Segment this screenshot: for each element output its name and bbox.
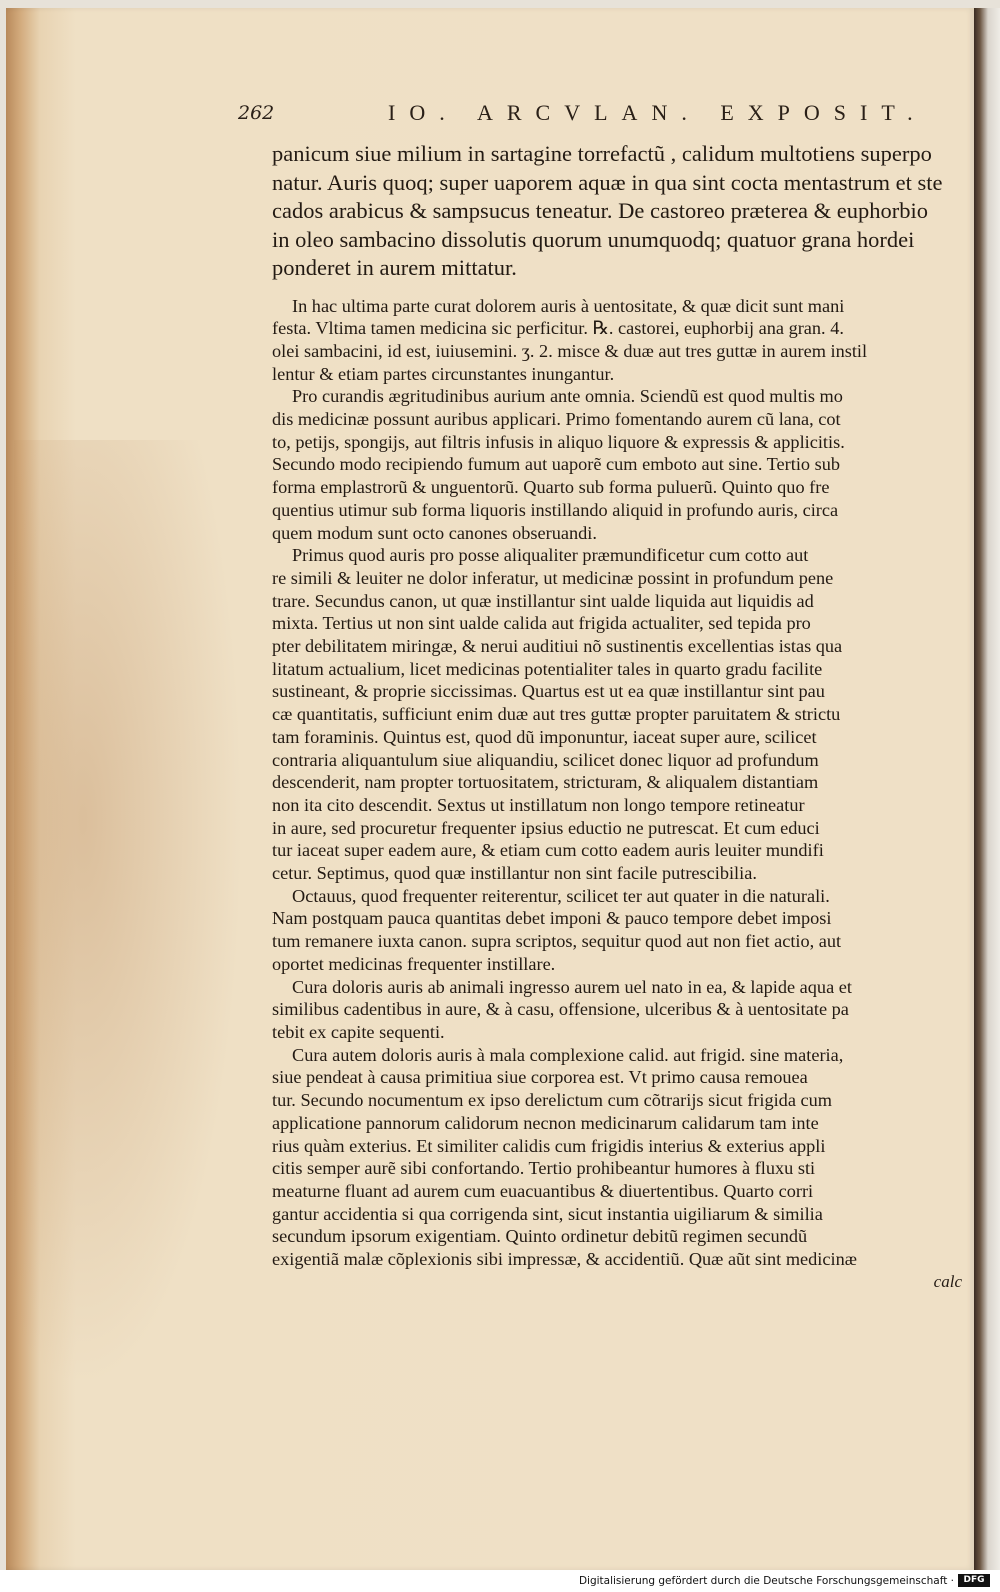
text-line: applicatione pannorum calidorum necnon medicinarum calidarum tam inte [272,1112,819,1133]
text-line: trare. Secundus canon, ut quæ instillantur sint ualde liquida aut liquidis ad [272,590,814,611]
text-line: sustineant, & proprie siccissimas. Quartus est ut ea quæ instillantur sint pau [272,681,825,702]
text-line: citis semper aurẽ sibi confortando. Tertio prohibeantur humores à fluxu sti [272,1158,816,1179]
digitization-credit: Digitalisierung gefördert durch die Deutsche Forschungsgemeinschaft · [578,1575,954,1587]
running-title: IO. ARCVLAN. EXPOSIT. [388,100,927,125]
text-line: Pro curandis ægritudinibus aurium ante omnia. Sciendũ est quod multis mo [292,386,843,407]
text-line: olei sambacini, id est, iuiusemini. ʒ. 2. misce & duæ aut tres guttæ in aurem instil [272,340,868,361]
text-line: secundum ipsorum exigentiam. Quinto ordinetur debitũ regimen secundũ [272,1226,808,1247]
text-line: quentius utimur sub forma liquoris instillando aliquid in profundo auris, circa [272,499,839,520]
paragraph [272,1044,962,1271]
text-line: siue pendeat à causa primitiua siue corporea est. Vt primo causa remouea [272,1067,808,1088]
text-line: meaturne fluant ad aurem cum euacuantibus & diuertentibus. Quarto corri [272,1180,814,1201]
text-line: exigentiã malæ cõplexionis sibi impressæ, & accidentiũ. Quæ aũt sint medicinæ [272,1249,857,1270]
text-line: litatum actualium, licet medicinas potentialiter tales in quarto gradu facilite [272,658,823,679]
paragraph [272,544,962,885]
text-line: re simili & leuiter ne dolor inferatur, ut medicinæ possint in profundum pene [272,567,834,588]
text-line: non ita cito descendit. Sextus ut instillatum non longo tempore retineatur [272,794,805,815]
paragraph [272,385,962,544]
text-line: similibus cadentibus in aure, & à casu, offensione, ulceribus & à uentositate pa [272,999,849,1020]
text-line: pter debilitatem miringæ, & nerui auditiui nõ sustinentis excellentias istas qua [272,636,843,657]
catchword: calc [933,1271,962,1291]
text-line: In hac ultima parte curat dolorem auris à uentositate, & quæ dicit sunt mani [292,295,845,316]
text-line: ponderet in aurem mittatur. [272,255,517,280]
text-line: contraria aliquantulum siue aliquandiu, scilicet donec liquor ad profundum [272,749,819,770]
dfg-logo: DFG [958,1574,990,1587]
text-line: tur. Secundo nocumentum ex ipso derelictum cum cõtrarijs sicut frigida cum [272,1090,832,1111]
text-line: natur. Auris quoq; super uaporem aquæ in qua sint cocta mentastrum et ste [272,169,943,195]
page-gutter [974,8,1000,1570]
body-text [272,140,962,1293]
text-line: cæ quantitatis, sufficiunt enim duæ aut tres guttæ propter paruitatem & strictu [272,704,841,725]
opening-passage [272,140,962,283]
text-line: Primus quod auris pro posse aliqualiter præmundificetur cum cotto aut [292,545,809,566]
text-line: cados arabicus & sampsucus teneatur. De castoreo præterea & euphorbio [272,198,929,223]
text-line: Secundo modo recipiendo fumum aut uaporẽ cum emboto aut sine. Tertio sub [272,454,841,475]
text-line: dis medicinæ possunt auribus applicari. Primo fomentando aurem cũ lana, cot [272,409,841,430]
text-line: in aure, sed procuretur frequenter ipsius eductio ne putrescat. Et cum educi [272,817,820,838]
paragraph [272,295,962,386]
text-line: tum remanere iuxta canon. supra scriptos, sequitur quod aut non fiet actio, aut [272,931,842,952]
text-line: forma emplastrorũ & unguentorũ. Quarto sub forma puluerũ. Quinto quo fre [272,477,830,498]
text-line: tam foraminis. Quintus est, quod dũ imponuntur, iaceat super aure, scilicet [272,726,817,747]
commentary-paragraphs [272,295,962,1271]
text-line: in oleo sambacino dissolutis quorum unumquodq; quatuor grana hordei [272,226,915,252]
text-line: to, petijs, spongijs, aut filtris infusis in aliquo liquore & expressis & applicitis. [272,431,845,452]
text-line: oportet medicinas frequenter instillare. [272,953,556,974]
text-line: rius quàm exterius. Et similiter calidis cum frigidis interius & exterius appli [272,1135,826,1156]
paragraph [272,976,962,1044]
text-line: Octauus, quod frequenter reiterentur, scilicet ter aut quater in die naturali. [292,885,830,906]
page-header [238,100,968,130]
text-line: cetur. Septimus, quod quæ instillantur non sint facile putrescibilia. [272,863,757,884]
text-line: quem modum sunt octo canones obseruandi. [272,522,597,543]
text-line: lentur & etiam partes circunstantes inungantur. [272,363,615,384]
paragraph [272,885,962,976]
text-line: tur iaceat super eadem aure, & etiam cum cotto eadem auris leuiter mundifi [272,840,824,861]
text-line: Cura doloris auris ab animali ingresso aurem uel nato in ea, & lapide aqua et [292,976,852,997]
text-line: tebit ex capite sequenti. [272,1022,445,1042]
text-line: Nam postquam pauca quantitas debet imponi & pauco tempore debet imposi [272,908,832,929]
text-line: panicum siue milium in sartagine torrefactũ , calidum multotiens superpo [272,141,932,166]
text-line: gantur accidentia si qua corrigenda sint, sicut instantia uigiliarum & similia [272,1203,823,1224]
folio-number: 262 [238,102,275,124]
text-line: Cura autem doloris auris à mala complexione calid. aut frigid. sine materia, [292,1044,844,1065]
text-line: descenderit, nam propter tortuositatem, stricturam, & aliqualem distantiam [272,772,819,793]
text-line: mixta. Tertius ut non sint ualde calida aut frigida actualiter, sed tepida pro [272,613,811,634]
text-line: festa. Vltima tamen medicina sic perficitur. ℞. castorei, euphorbij ana gran. 4. [272,318,844,339]
